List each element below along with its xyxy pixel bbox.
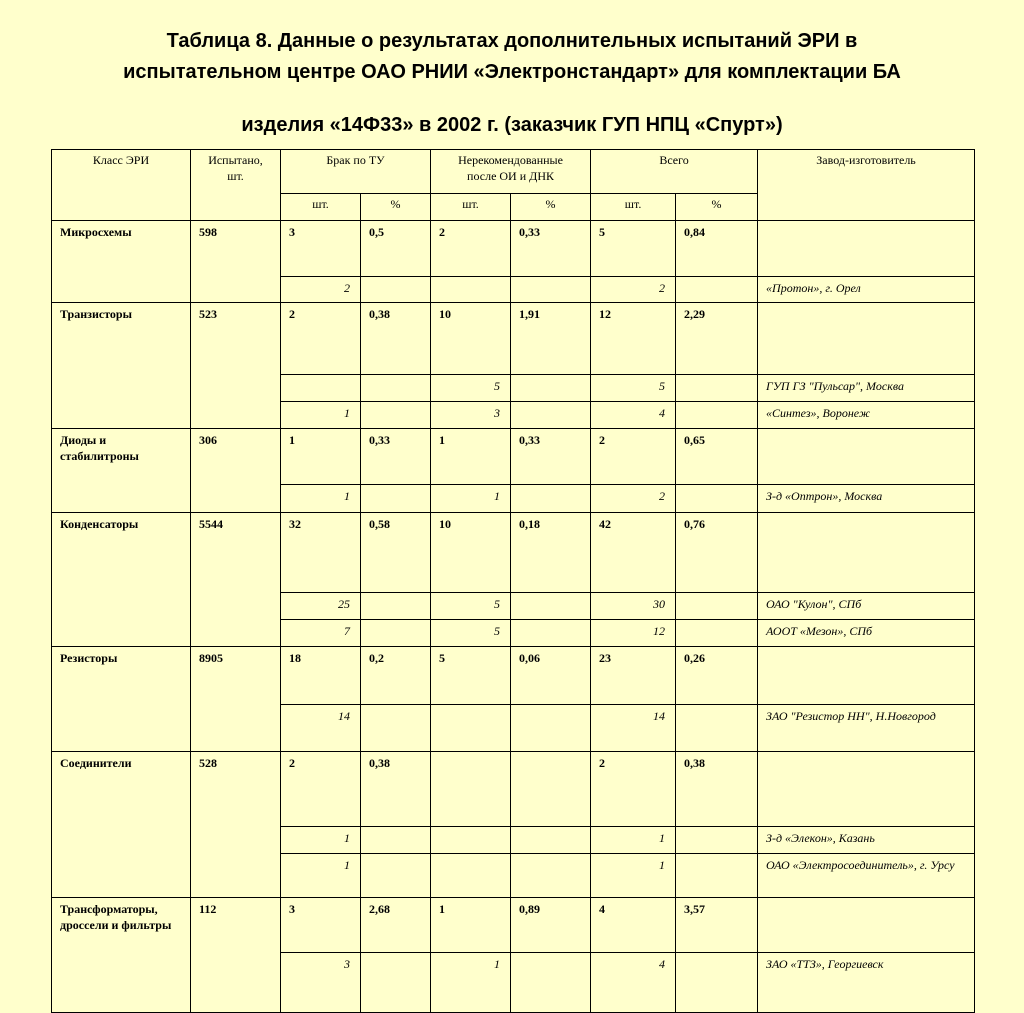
manufacturer-empty (758, 647, 975, 705)
summary-t-n: 42 (591, 513, 676, 593)
summary-t-n: 5 (591, 221, 676, 277)
summary-d-n: 2 (281, 752, 361, 827)
summary-t-p: 0,26 (676, 647, 758, 705)
summary-t-n: 2 (591, 429, 676, 485)
summary-d-n: 3 (281, 898, 361, 953)
detail-total-pcs: 1 (591, 827, 676, 854)
summary-n-p: 0,06 (511, 647, 591, 705)
detail-defect-pct (361, 402, 431, 429)
detail-notrec-pct (511, 277, 591, 303)
manufacturer: «Протон», г. Орел (758, 277, 975, 303)
table-row (52, 647, 975, 705)
detail-defect-pcs: 1 (281, 854, 361, 898)
subheader-defect-pct: % (361, 194, 431, 221)
tested-count: 523 (191, 303, 281, 429)
manufacturer: ЗАО "Резистор НН", Н.Новгород (758, 705, 975, 752)
tested-count: 8905 (191, 647, 281, 752)
summary-d-p: 0,5 (361, 221, 431, 277)
detail-total-pct (676, 953, 758, 1013)
detail-total-pct (676, 827, 758, 854)
detail-defect-pct (361, 620, 431, 647)
detail-notrec-pcs: 1 (431, 485, 511, 513)
summary-t-p: 0,76 (676, 513, 758, 593)
summary-n-p: 0,33 (511, 221, 591, 277)
summary-t-p: 0,38 (676, 752, 758, 827)
manufacturer: АООТ «Мезон», СПб (758, 620, 975, 647)
manufacturer-empty (758, 898, 975, 953)
manufacturer: «Синтез», Воронеж (758, 402, 975, 429)
summary-t-n: 23 (591, 647, 676, 705)
summary-t-p: 0,84 (676, 221, 758, 277)
manufacturer-empty (758, 429, 975, 485)
summary-d-p: 0,58 (361, 513, 431, 593)
class-name: Транзисторы (52, 303, 191, 429)
summary-t-n: 4 (591, 898, 676, 953)
summary-t-n: 2 (591, 752, 676, 827)
detail-notrec-pct (511, 375, 591, 402)
detail-notrec-pcs: 1 (431, 953, 511, 1013)
results-table (51, 149, 975, 1013)
detail-defect-pct (361, 827, 431, 854)
summary-n-n: 1 (431, 898, 511, 953)
class-name: Соединители (52, 752, 191, 898)
detail-total-pcs: 14 (591, 705, 676, 752)
header-defect: Брак по ТУ (281, 150, 431, 194)
table-row (52, 429, 975, 485)
detail-notrec-pcs (431, 705, 511, 752)
summary-n-n: 5 (431, 647, 511, 705)
summary-n-p: 1,91 (511, 303, 591, 375)
detail-defect-pct (361, 705, 431, 752)
detail-defect-pcs: 1 (281, 485, 361, 513)
detail-notrec-pcs: 3 (431, 402, 511, 429)
subheader-total-pct: % (676, 194, 758, 221)
summary-d-p: 0,33 (361, 429, 431, 485)
detail-notrec-pcs: 5 (431, 593, 511, 620)
summary-n-n: 1 (431, 429, 511, 485)
header-tested: Испытано, шт. (191, 150, 281, 221)
detail-total-pct (676, 620, 758, 647)
class-name: Диоды и стабилитроны (52, 429, 191, 513)
detail-total-pct (676, 277, 758, 303)
manufacturer-empty (758, 752, 975, 827)
manufacturer-empty (758, 513, 975, 593)
detail-defect-pct (361, 854, 431, 898)
detail-notrec-pct (511, 485, 591, 513)
summary-n-p: 0,18 (511, 513, 591, 593)
detail-total-pct (676, 402, 758, 429)
summary-d-n: 18 (281, 647, 361, 705)
tested-count: 5544 (191, 513, 281, 647)
detail-total-pcs: 4 (591, 953, 676, 1013)
subheader-total-pcs: шт. (591, 194, 676, 221)
summary-n-p: 0,89 (511, 898, 591, 953)
class-name: Конденсаторы (52, 513, 191, 647)
summary-d-n: 32 (281, 513, 361, 593)
detail-defect-pct (361, 953, 431, 1013)
detail-notrec-pcs (431, 854, 511, 898)
table-row (52, 898, 975, 953)
detail-defect-pcs (281, 375, 361, 402)
summary-n-n: 10 (431, 513, 511, 593)
tested-count: 528 (191, 752, 281, 898)
summary-d-n: 1 (281, 429, 361, 485)
detail-total-pct (676, 485, 758, 513)
detail-total-pct (676, 375, 758, 402)
summary-n-p: 0,33 (511, 429, 591, 485)
table-row (52, 221, 975, 277)
detail-defect-pcs: 2 (281, 277, 361, 303)
manufacturer-empty (758, 303, 975, 375)
manufacturer: З-д «Оптрон», Москва (758, 485, 975, 513)
subheader-notrec-pct: % (511, 194, 591, 221)
detail-total-pcs: 12 (591, 620, 676, 647)
detail-total-pcs: 30 (591, 593, 676, 620)
header-not-recommended: Нерекомендованные после ОИ и ДНК (431, 150, 591, 194)
summary-d-p: 2,68 (361, 898, 431, 953)
summary-t-p: 3,57 (676, 898, 758, 953)
detail-defect-pct (361, 277, 431, 303)
detail-notrec-pct (511, 705, 591, 752)
summary-n-n: 2 (431, 221, 511, 277)
header-total: Всего (591, 150, 758, 194)
detail-notrec-pcs: 5 (431, 375, 511, 402)
detail-defect-pcs: 25 (281, 593, 361, 620)
detail-total-pcs: 2 (591, 485, 676, 513)
header-manufacturer: Завод-изготовитель (758, 150, 975, 221)
summary-d-p: 0,38 (361, 752, 431, 827)
detail-defect-pcs: 3 (281, 953, 361, 1013)
detail-defect-pct (361, 593, 431, 620)
subheader-notrec-pcs: шт. (431, 194, 511, 221)
detail-notrec-pct (511, 854, 591, 898)
detail-defect-pcs: 14 (281, 705, 361, 752)
title-line-2: испытательном центре ОАО РНИИ «Электронстандарт» для комплектации БА (123, 61, 901, 83)
detail-defect-pcs: 7 (281, 620, 361, 647)
detail-notrec-pcs (431, 827, 511, 854)
summary-n-n: 10 (431, 303, 511, 375)
detail-notrec-pct (511, 953, 591, 1013)
detail-total-pcs: 1 (591, 854, 676, 898)
detail-notrec-pcs: 5 (431, 620, 511, 647)
title-line-3: изделия «14Ф33» в 2002 г. (заказчик ГУП НПЦ «Спурт») (241, 114, 783, 136)
tested-count: 112 (191, 898, 281, 1013)
title-line-1: Таблица 8. Данные о результатах дополнительных испытаний ЭРИ в (166, 30, 858, 52)
page-title (0, 26, 1024, 141)
summary-t-p: 2,29 (676, 303, 758, 375)
header-class: Класс ЭРИ (52, 150, 191, 221)
detail-notrec-pct (511, 827, 591, 854)
detail-notrec-pct (511, 593, 591, 620)
manufacturer: ГУП ГЗ "Пульсар", Москва (758, 375, 975, 402)
detail-defect-pcs: 1 (281, 402, 361, 429)
manufacturer: ЗАО «ТТЗ», Георгиевск (758, 953, 975, 1013)
summary-d-n: 2 (281, 303, 361, 375)
table-row (52, 513, 975, 593)
detail-notrec-pct (511, 402, 591, 429)
manufacturer: З-д «Элекон», Казань (758, 827, 975, 854)
table-row (52, 303, 975, 375)
detail-total-pct (676, 854, 758, 898)
summary-t-p: 0,65 (676, 429, 758, 485)
manufacturer: ОАО «Электросоединитель», г. Урсу (758, 854, 975, 898)
detail-notrec-pcs (431, 277, 511, 303)
tested-count: 598 (191, 221, 281, 303)
summary-d-n: 3 (281, 221, 361, 277)
summary-t-n: 12 (591, 303, 676, 375)
summary-d-p: 0,38 (361, 303, 431, 375)
detail-notrec-pct (511, 620, 591, 647)
detail-defect-pct (361, 485, 431, 513)
summary-n-p (511, 752, 591, 827)
header-row (52, 150, 975, 194)
class-name: Трансформаторы, дроссели и фильтры (52, 898, 191, 1013)
summary-n-n (431, 752, 511, 827)
summary-d-p: 0,2 (361, 647, 431, 705)
manufacturer: ОАО "Кулон", СПб (758, 593, 975, 620)
detail-total-pct (676, 705, 758, 752)
detail-total-pcs: 4 (591, 402, 676, 429)
table-row (52, 752, 975, 827)
detail-total-pct (676, 593, 758, 620)
detail-total-pcs: 5 (591, 375, 676, 402)
class-name: Резисторы (52, 647, 191, 752)
manufacturer-empty (758, 221, 975, 277)
tested-count: 306 (191, 429, 281, 513)
detail-total-pcs: 2 (591, 277, 676, 303)
detail-defect-pct (361, 375, 431, 402)
detail-defect-pcs: 1 (281, 827, 361, 854)
subheader-defect-pcs: шт. (281, 194, 361, 221)
class-name: Микросхемы (52, 221, 191, 303)
